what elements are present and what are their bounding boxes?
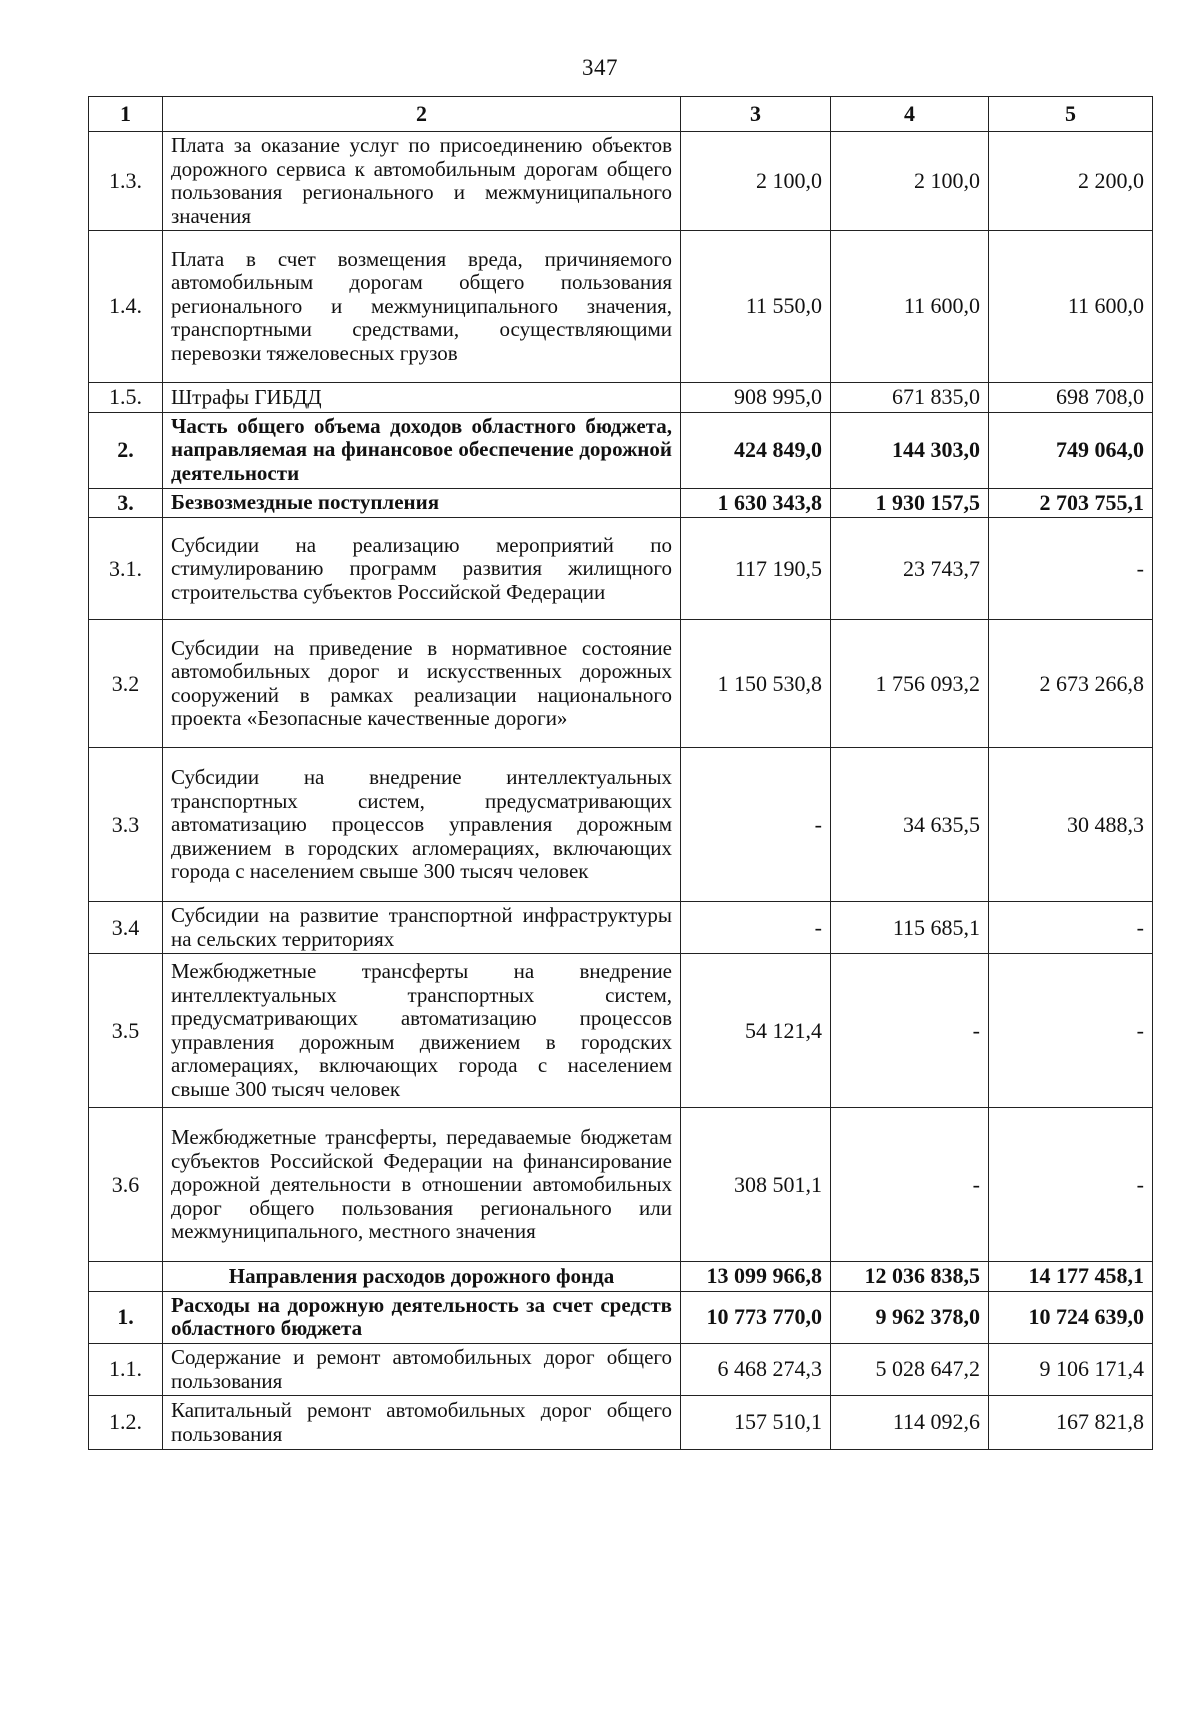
table-row bbox=[89, 748, 1153, 902]
value-col4-cell: 1 930 157,5 bbox=[831, 488, 989, 518]
table-row bbox=[89, 488, 1153, 518]
table-row bbox=[89, 1262, 1153, 1292]
value-col4-cell: - bbox=[831, 954, 989, 1108]
value-col3-cell: 908 995,0 bbox=[681, 383, 831, 413]
value-col4-cell: 1 756 093,2 bbox=[831, 620, 989, 748]
value-col5-cell: 2 673 266,8 bbox=[989, 620, 1153, 748]
value-col3-cell: 10 773 770,0 bbox=[681, 1291, 831, 1343]
row-number-cell bbox=[89, 1262, 163, 1292]
value-col4-cell: 671 835,0 bbox=[831, 383, 989, 413]
table-row bbox=[89, 1344, 1153, 1396]
value-col3-cell: 1 630 343,8 bbox=[681, 488, 831, 518]
value-col3-cell: 54 121,4 bbox=[681, 954, 831, 1108]
value-col5-cell: - bbox=[989, 518, 1153, 620]
column-header: 4 bbox=[831, 97, 989, 132]
column-header: 5 bbox=[989, 97, 1153, 132]
value-col3-cell: 2 100,0 bbox=[681, 132, 831, 231]
value-col3-cell: - bbox=[681, 902, 831, 954]
value-col5-cell: 167 821,8 bbox=[989, 1396, 1153, 1450]
row-description-cell: Расходы на дорожную деятельность за счет средств областного бюджета bbox=[163, 1291, 681, 1343]
table-row bbox=[89, 1396, 1153, 1450]
row-description-cell: Часть общего объема доходов областного бюджета, направляемая на финансовое обеспечение дорожной деятельности bbox=[163, 412, 681, 488]
value-col3-cell: 424 849,0 bbox=[681, 412, 831, 488]
value-col5-cell: 14 177 458,1 bbox=[989, 1262, 1153, 1292]
value-col4-cell: - bbox=[831, 1108, 989, 1262]
value-col3-cell: 157 510,1 bbox=[681, 1396, 831, 1450]
value-col5-cell: 10 724 639,0 bbox=[989, 1291, 1153, 1343]
value-col4-cell: 12 036 838,5 bbox=[831, 1262, 989, 1292]
row-number-cell: 1.4. bbox=[89, 231, 163, 383]
value-col3-cell: 308 501,1 bbox=[681, 1108, 831, 1262]
row-description-cell: Направления расходов дорожного фонда bbox=[163, 1262, 681, 1292]
row-description-cell: Межбюджетные трансферты на внедрение интеллектуальных транспортных систем, предусматривающих автоматизацию процессов управления дорожным движением в городских агломерациях, включающих города с населением свыше 300 тысяч человек bbox=[163, 954, 681, 1108]
value-col4-cell: 11 600,0 bbox=[831, 231, 989, 383]
row-number-cell: 3.4 bbox=[89, 902, 163, 954]
column-header: 1 bbox=[89, 97, 163, 132]
value-col4-cell: 144 303,0 bbox=[831, 412, 989, 488]
value-col4-cell: 9 962 378,0 bbox=[831, 1291, 989, 1343]
row-description-cell: Субсидии на внедрение интеллектуальных транспортных систем, предусматривающих автоматизацию процессов управления дорожным движением в городских агломерациях, включающих города с населением свыше 300 тысяч человек bbox=[163, 748, 681, 902]
table-row bbox=[89, 518, 1153, 620]
page-number: 347 bbox=[582, 55, 618, 80]
value-col5-cell: 749 064,0 bbox=[989, 412, 1153, 488]
value-col5-cell: 2 200,0 bbox=[989, 132, 1153, 231]
row-description-cell: Межбюджетные трансферты, передаваемые бюджетам субъектов Российской Федерации на финансирование дорожной деятельности в отношении автомобильных дорог общего пользования регионального или межмуниципального, местного значения bbox=[163, 1108, 681, 1262]
column-header: 2 bbox=[163, 97, 681, 132]
table-row bbox=[89, 954, 1153, 1108]
value-col4-cell: 115 685,1 bbox=[831, 902, 989, 954]
table-row bbox=[89, 620, 1153, 748]
value-col4-cell: 114 092,6 bbox=[831, 1396, 989, 1450]
value-col5-cell: - bbox=[989, 1108, 1153, 1262]
table-row bbox=[89, 902, 1153, 954]
row-description-cell: Субсидии на приведение в нормативное состояние автомобильных дорог и искусственных дорожных сооружений в рамках реализации национального проекта «Безопасные качественные дороги» bbox=[163, 620, 681, 748]
value-col3-cell: - bbox=[681, 748, 831, 902]
row-number-cell: 3.6 bbox=[89, 1108, 163, 1262]
value-col3-cell: 6 468 274,3 bbox=[681, 1344, 831, 1396]
row-number-cell: 1. bbox=[89, 1291, 163, 1343]
value-col3-cell: 1 150 530,8 bbox=[681, 620, 831, 748]
row-description-cell: Субсидии на развитие транспортной инфраструктуры на сельских территориях bbox=[163, 902, 681, 954]
row-description-cell: Капитальный ремонт автомобильных дорог общего пользования bbox=[163, 1396, 681, 1450]
row-number-cell: 2. bbox=[89, 412, 163, 488]
table-row bbox=[89, 132, 1153, 231]
value-col5-cell: 698 708,0 bbox=[989, 383, 1153, 413]
table-row bbox=[89, 1291, 1153, 1343]
table-row bbox=[89, 1108, 1153, 1262]
value-col4-cell: 2 100,0 bbox=[831, 132, 989, 231]
row-description-cell: Содержание и ремонт автомобильных дорог общего пользования bbox=[163, 1344, 681, 1396]
row-description-cell: Плата за оказание услуг по присоединению объектов дорожного сервиса к автомобильным дорогам общего пользования регионального и межмуниципального значения bbox=[163, 132, 681, 231]
row-number-cell: 3.3 bbox=[89, 748, 163, 902]
value-col4-cell: 34 635,5 bbox=[831, 748, 989, 902]
row-description-cell: Субсидии на реализацию мероприятий по стимулированию программ развития жилищного строительства субъектов Российской Федерации bbox=[163, 518, 681, 620]
value-col5-cell: 2 703 755,1 bbox=[989, 488, 1153, 518]
value-col3-cell: 11 550,0 bbox=[681, 231, 831, 383]
value-col5-cell: 11 600,0 bbox=[989, 231, 1153, 383]
road-fund-table bbox=[88, 96, 1153, 1450]
value-col4-cell: 5 028 647,2 bbox=[831, 1344, 989, 1396]
table-row bbox=[89, 412, 1153, 488]
value-col5-cell: 30 488,3 bbox=[989, 748, 1153, 902]
value-col5-cell: - bbox=[989, 902, 1153, 954]
row-number-cell: 3.5 bbox=[89, 954, 163, 1108]
row-number-cell: 1.3. bbox=[89, 132, 163, 231]
row-number-cell: 3.1. bbox=[89, 518, 163, 620]
table-header-row bbox=[89, 97, 1153, 132]
value-col4-cell: 23 743,7 bbox=[831, 518, 989, 620]
row-number-cell: 3. bbox=[89, 488, 163, 518]
value-col3-cell: 13 099 966,8 bbox=[681, 1262, 831, 1292]
table-row bbox=[89, 231, 1153, 383]
row-number-cell: 1.1. bbox=[89, 1344, 163, 1396]
row-description-cell: Безвозмездные поступления bbox=[163, 488, 681, 518]
column-header: 3 bbox=[681, 97, 831, 132]
row-number-cell: 3.2 bbox=[89, 620, 163, 748]
value-col5-cell: - bbox=[989, 954, 1153, 1108]
row-number-cell: 1.5. bbox=[89, 383, 163, 413]
table-row bbox=[89, 383, 1153, 413]
value-col5-cell: 9 106 171,4 bbox=[989, 1344, 1153, 1396]
row-description-cell: Плата в счет возмещения вреда, причиняемого автомобильным дорогам общего пользования регионального и межмуниципального значения, транспортными средствами, осуществляющими перевозки тяжеловесных грузов bbox=[163, 231, 681, 383]
row-number-cell: 1.2. bbox=[89, 1396, 163, 1450]
row-description-cell: Штрафы ГИБДД bbox=[163, 383, 681, 413]
value-col3-cell: 117 190,5 bbox=[681, 518, 831, 620]
